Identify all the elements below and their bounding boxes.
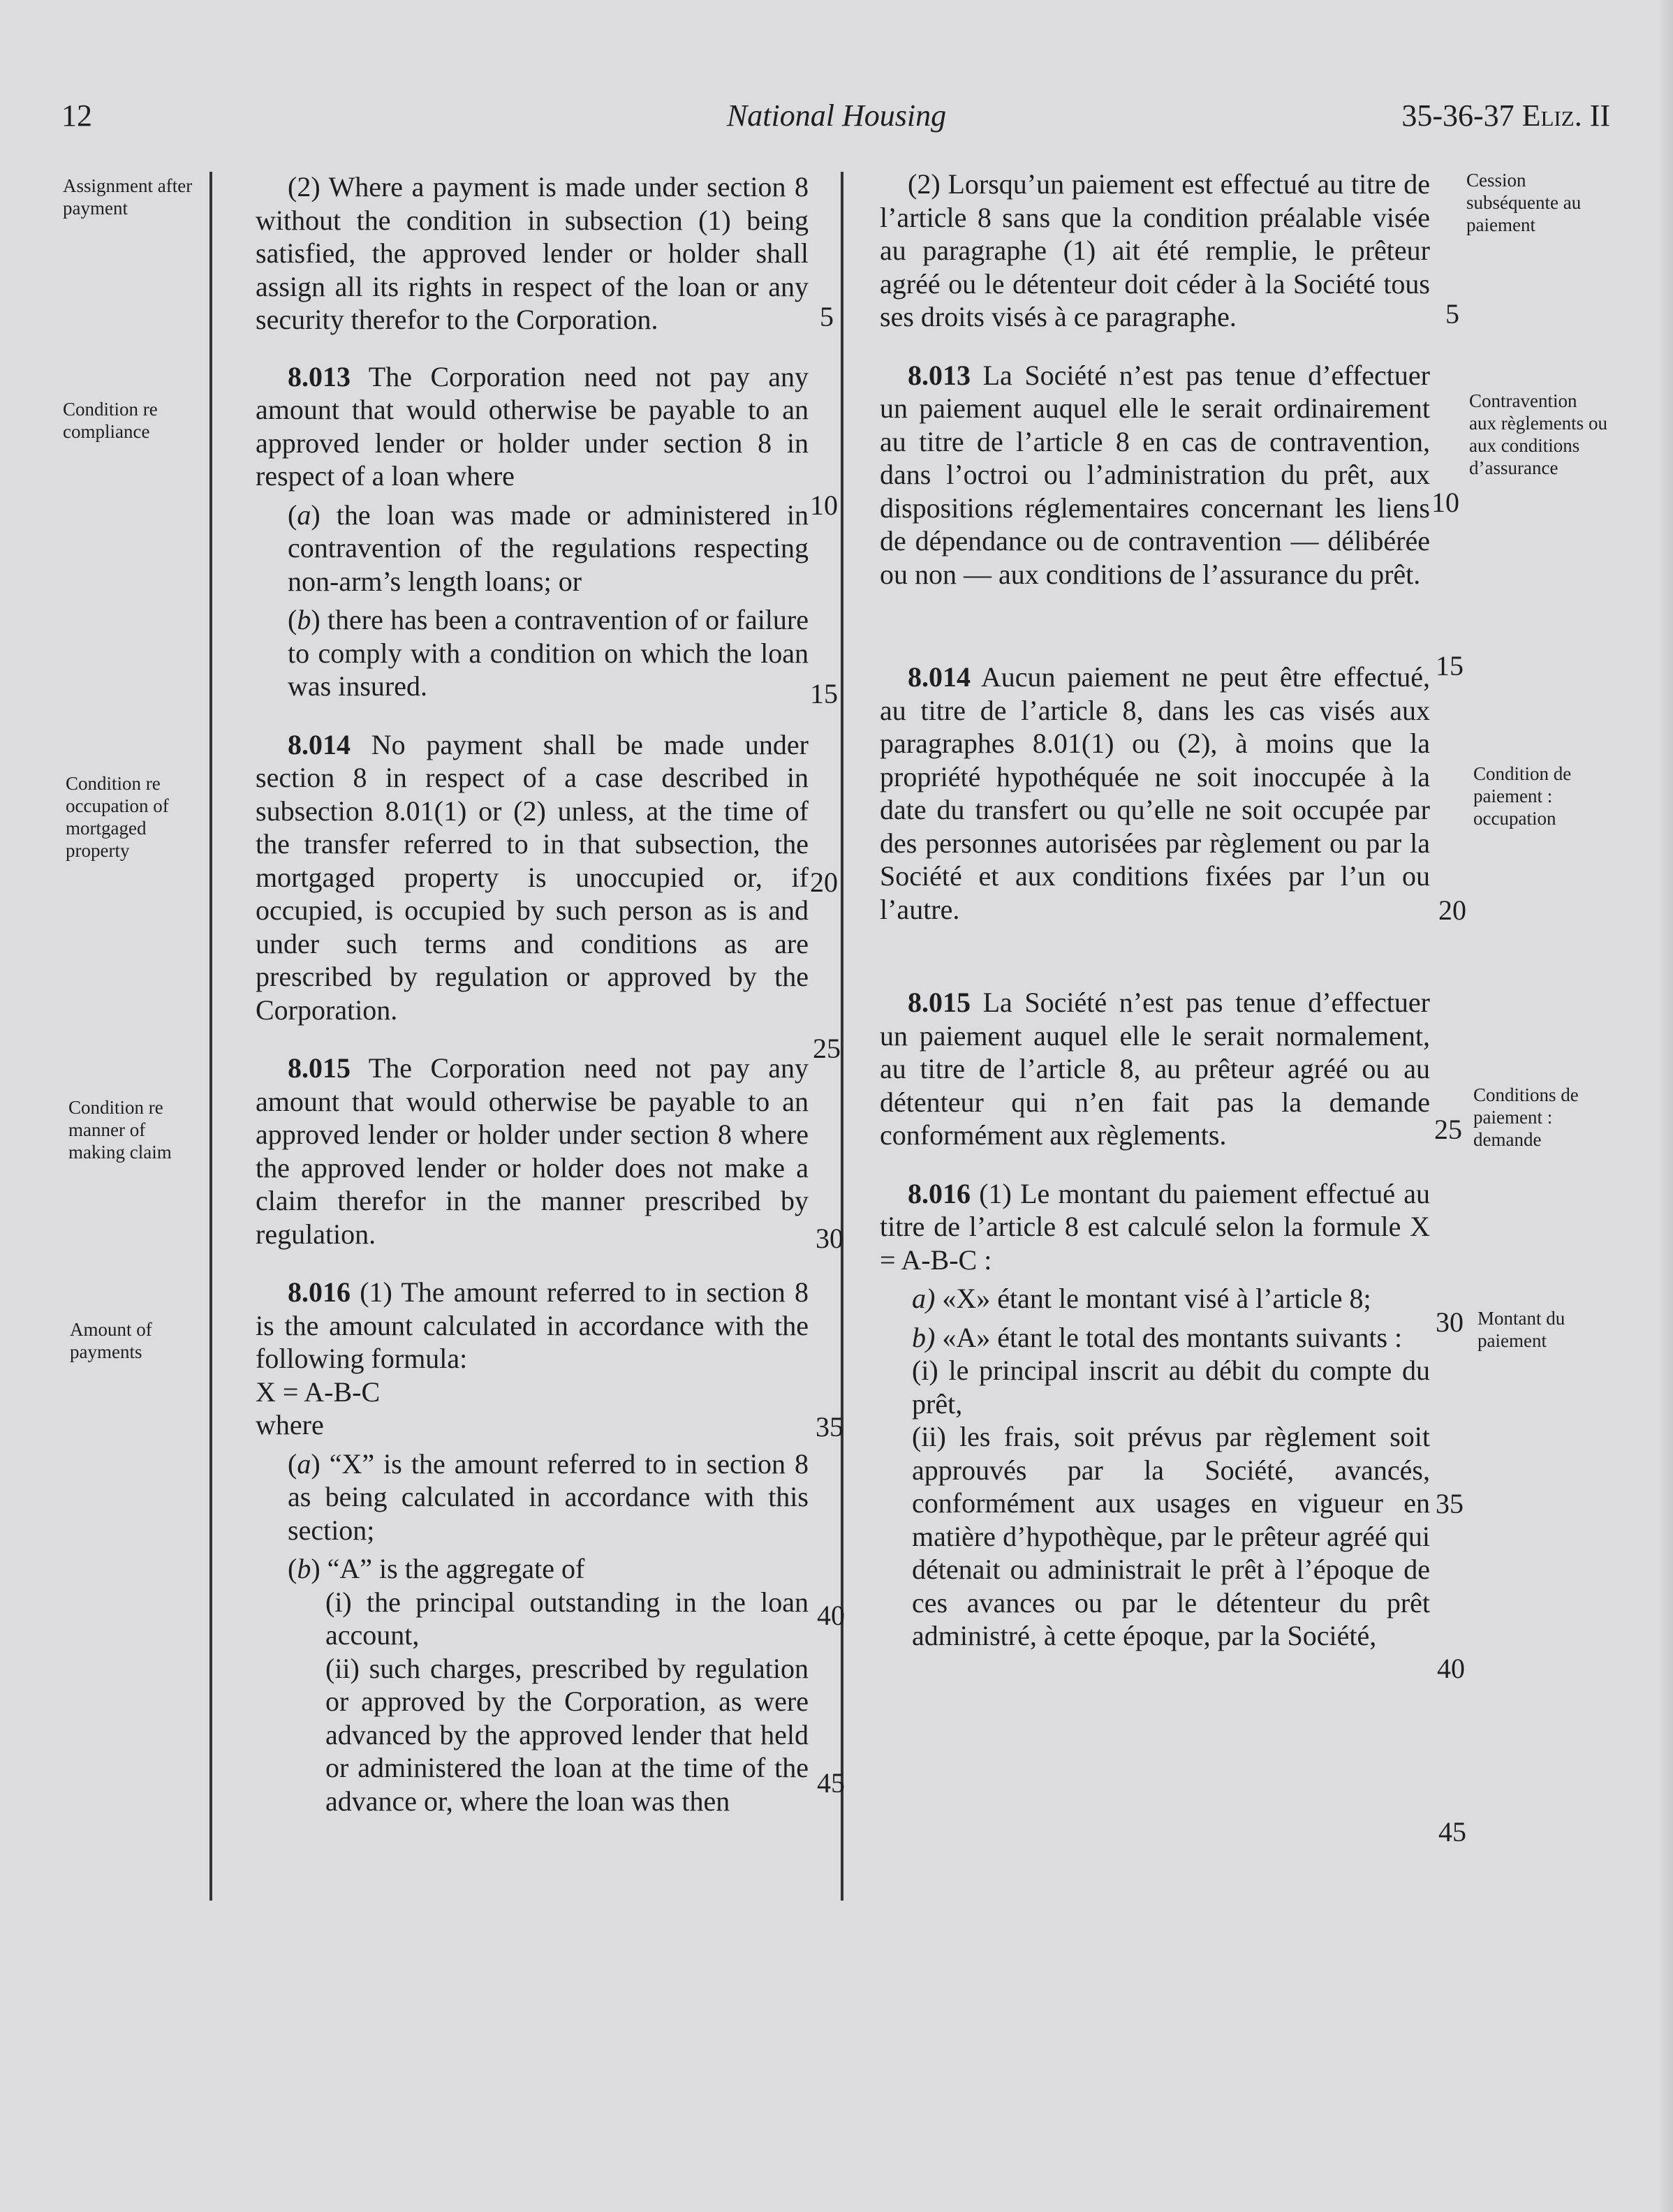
- fr-line-number-40: 40: [1437, 1653, 1465, 1684]
- en-para-8013-b: (b) there has been a contravention of or failure to comply with a condition on which the loan was insured.: [288, 604, 809, 702]
- fr-line-number-15: 15: [1436, 650, 1464, 681]
- en-section-8013: 8.013 The Corporation need not pay any amount that would otherwise be payable to an approved lender or holder under section 8 in respect of a loan where: [256, 360, 809, 492]
- en-formula: X = A-B-C: [256, 1376, 381, 1408]
- en-line-number-20: 20: [810, 867, 838, 898]
- en-line-number-15: 15: [810, 678, 838, 709]
- fr-line-number-25: 25: [1434, 1114, 1462, 1145]
- en-section-8014: 8.014 No payment shall be made under section 8 in respect of a case described in subsection 8.01(1) or (2) unless, at the time of the transfer referred to in that subsection, the mortgaged property is unoccupied or, if occupied, is occupied by such person as is and under such terms and conditions as are prescribed by regulation or approved by the Corporation.: [256, 728, 809, 1026]
- marginal-note-amount: Amount of payments: [70, 1319, 152, 1362]
- en-para-8016-b: (b) “A” is the aggregate of: [288, 1553, 585, 1584]
- fr-line-number-45: 45: [1438, 1816, 1466, 1848]
- fr-line-number-5: 5: [1445, 298, 1459, 330]
- fr-para-8016-b: b) «A» étant le total des montants suivants :: [912, 1321, 1403, 1353]
- en-para-8016-a: (a) “X” is the amount referred to in section 8 as being calculated in accordance with this section;: [288, 1447, 809, 1546]
- en-where: where: [256, 1409, 324, 1440]
- fr-line-number-35: 35: [1436, 1488, 1464, 1519]
- en-subsection-8012-2: (2) Where a payment is made under section 8 without the condition in subsection (1) being satisfied, the approved lender or holder shall assign all its rights in respect of the loan or any security therefor to the Corporation.: [256, 171, 809, 335]
- english-column: [256, 170, 809, 1817]
- fr-section-8013: 8.013 La Société n’est pas tenue d’effectuer un paiement auquel elle le serait ordinairement au titre de l’article 8 en cas de contravention, dans l’octroi ou l’administration du prêt, aux dispositions réglementaires concernant les liens de dépendance ou de contravention — délibérée ou non — aux conditions de l’assurance du prêt.: [880, 359, 1430, 590]
- en-section-8016: 8.016 (1) The amount referred to in section 8 is the amount calculated in accordance with the following formula:: [256, 1276, 809, 1374]
- marginal-note-cession: Cession subséquente au paiement: [1466, 170, 1582, 235]
- en-para-8013-a: (a) the loan was made or administered in contravention of the regulations respecting non-arm’s length loans; or: [288, 499, 809, 597]
- french-column: [880, 168, 1430, 1653]
- en-line-number-25: 25: [813, 1033, 841, 1064]
- en-line-number-5: 5: [820, 301, 834, 332]
- volume-reference: 35-36-37 Eliz. II: [1401, 98, 1610, 133]
- marginal-note-compliance: Condition re compliance: [63, 399, 158, 442]
- marginal-note-assignment: Assignment after payment: [63, 175, 193, 219]
- fr-subsection-8012-2: (2) Lorsqu’un paiement est effectué au titre de l’article 8 sans que la condition préalable visée au paragraphe (1) ait été remplie, le prêteur agréé ou le détenteur doit céder à la Société tous ses droits visés à ce paragraphe.: [880, 168, 1430, 332]
- marginal-note-demande: Conditions de paiement : demande: [1473, 1084, 1579, 1150]
- fr-subpara-8016-b-ii: (ii) les frais, soit prévus par règlement soit approuvés par la Société, avancés, conformément aux usages en vigueur en matière d’hypothèque, par le prêteur agréé qui détenait ou administrait le prêt à l’époque de ces avances ou par le détenteur du prêt administré, à cette époque, par la Société,: [912, 1421, 1430, 1651]
- marginal-note-claim: Condition re manner of making claim: [68, 1097, 172, 1163]
- marginal-note-occupation: Condition re occupation of mortgaged property: [66, 773, 169, 861]
- fr-subpara-8016-b-i: (i) le principal inscrit au débit du compte du prêt,: [912, 1355, 1430, 1420]
- en-subpara-8016-b-ii: (ii) such charges, prescribed by regulation or approved by the Corporation, as were advanced by the approved lender that held or administered the loan at the time of the advance or, where the loan was then: [325, 1652, 809, 1817]
- en-line-number-40: 40: [817, 1600, 845, 1631]
- fr-section-8014: 8.014 Aucun paiement ne peut être effectué, au titre de l’article 8, dans les cas visés aux paragraphes 8.01(1) ou (2), à moins que la propriété hypothéquée ne soit inoccupée à la date du transfert ou qu’elle ne soit occupée par des personnes autorisées par règlement ou par la Société et aux conditions fixées par l’un ou l’autre.: [880, 661, 1430, 925]
- fr-section-8015: 8.015 La Société n’est pas tenue d’effectuer un paiement auquel elle le serait normalement, au titre de l’article 8, au prêteur agréé ou au détenteur qui n’en fait pas la demande conformément aux règlements.: [880, 987, 1430, 1151]
- page-number: 12: [61, 98, 92, 133]
- en-line-number-35: 35: [816, 1411, 843, 1443]
- page-edge-shadow: [1660, 0, 1673, 2212]
- en-section-8015: 8.015 The Corporation need not pay any amount that would otherwise be payable to an approved lender or holder under section 8 where the approved lender or holder does not make a claim therefor in the manner prescribed by regulation.: [256, 1052, 809, 1250]
- en-line-number-10: 10: [810, 489, 838, 521]
- en-line-number-30: 30: [816, 1223, 843, 1254]
- fr-para-8016-a: a) «X» étant le montant visé à l’article 8;: [912, 1283, 1371, 1314]
- fr-line-number-30: 30: [1436, 1306, 1464, 1338]
- fr-line-number-10: 10: [1431, 487, 1459, 518]
- running-title: National Housing: [726, 98, 947, 133]
- marginal-note-occupation-fr: Condition de paiement : occupation: [1473, 763, 1572, 829]
- left-column-rule: [209, 172, 212, 1901]
- en-subpara-8016-b-i: (i) the principal outstanding in the loan account,: [325, 1586, 809, 1651]
- fr-section-8016: 8.016 (1) Le montant du paiement effectué au titre de l’article 8 est calculé selon la formule X = A-B-C :: [880, 1177, 1430, 1276]
- fr-line-number-20: 20: [1438, 894, 1466, 926]
- marginal-note-contravention: Contravention aux règlements ou aux conditions d’assurance: [1469, 390, 1607, 478]
- marginal-note-montant: Montant du paiement: [1477, 1308, 1565, 1351]
- en-line-number-45: 45: [817, 1767, 845, 1799]
- center-column-rule: [841, 172, 843, 1901]
